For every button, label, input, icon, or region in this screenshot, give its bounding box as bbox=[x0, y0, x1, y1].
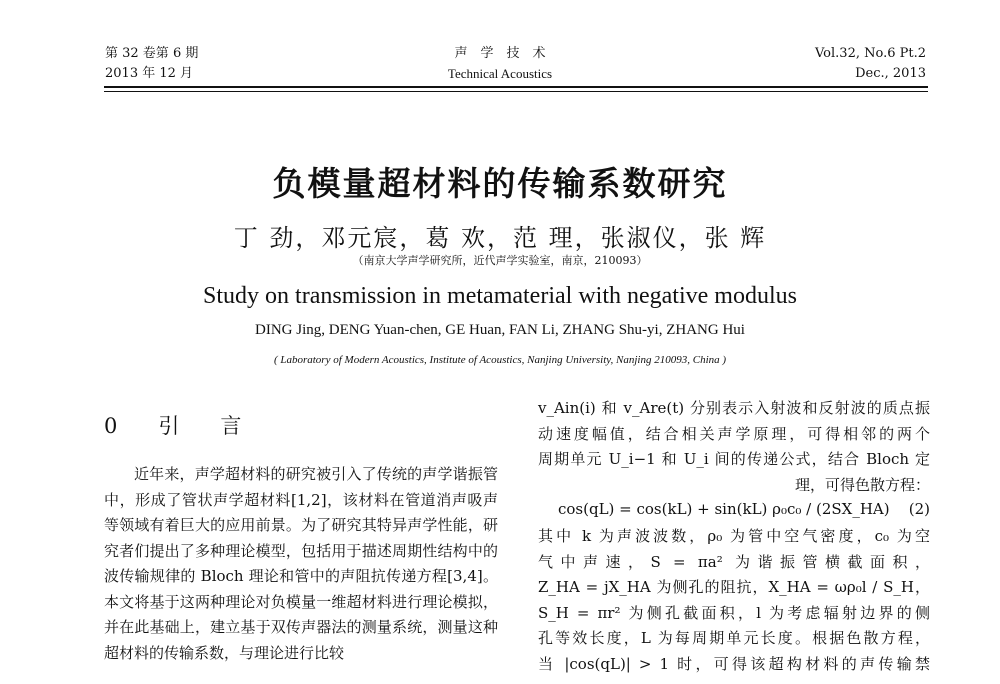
authors-en: DING Jing, DENG Yuan-chen, GE Huan, FAN Li, ZHANG Shu-yi, ZHANG Hui bbox=[255, 322, 745, 338]
journal-issue-date: Dec., 2013 bbox=[855, 66, 926, 81]
text-line: 周期单元 U_i−1 和 U_i 间的传递公式，结合 Bloch 定 bbox=[538, 450, 930, 468]
journal-name-en: Technical Acoustics bbox=[447, 66, 553, 81]
text-line: 其中 k 为声波波数，ρ₀ 为管中空气密度，c₀ 为空 bbox=[538, 527, 930, 545]
journal-volume: 第 32 卷第 6 期 bbox=[105, 46, 199, 61]
page-cutoff bbox=[0, 676, 1000, 684]
right-column bbox=[538, 396, 930, 498]
equation-number: (2) bbox=[908, 500, 930, 518]
text-line: Z_HA = jX_HA 为侧孔的阻抗，X_HA = ωρ₀l / S_H， bbox=[538, 578, 930, 596]
equation-2 bbox=[538, 500, 930, 518]
header-rule bbox=[104, 86, 928, 88]
text-line: 孔等效长度，L 为每周期单元长度。根据色散方程， bbox=[538, 629, 930, 647]
equation-body: cos(qL) = cos(kL) + sin(kL) ρ₀c₀ / (2SX_HA) bbox=[558, 500, 890, 518]
text-line: 气中声速，S = πa² 为谐振管横截面积， bbox=[538, 552, 930, 571]
paper-title-cn: 负模量超材料的传输系数研究 bbox=[272, 164, 728, 203]
text-line: v_Ain(i) 和 v_Are(t) 分别表示入射波和反射波的质点振 bbox=[538, 399, 930, 417]
text-line: 动速度幅值，结合相关声学原理，可得相邻的两个 bbox=[538, 424, 930, 443]
intro-paragraph: 近年来，声学超材料的研究被引入了传统的声学谐振管中，形成了管状声学超材料[1,2]，该材料在管道消声吸声等领域有着巨大的应用前景。为了研究其特异声学性能，研究者们提出了多种理论模型，包括用于描述周期性结构中的波传输规律的 Bloch 理论和管中的声阻抗传递方程[3,4]。本文将基于这两种理论对负模量一维超材料进行理论模拟，并在此基础上，建立基于双传声器法的测量系统，测量这种超材料的传输系数，与理论进行比较 bbox=[104, 465, 498, 662]
left-column bbox=[104, 462, 498, 666]
text-line: 理，可得色散方程： bbox=[794, 475, 930, 494]
right-column-continued bbox=[538, 524, 930, 677]
text-line: S_H = πr² 为侧孔截面积，l 为考虑辐射边界的侧 bbox=[538, 603, 930, 622]
header-rule-thin bbox=[104, 91, 928, 92]
journal-issue: Vol.32, No.6 Pt.2 bbox=[814, 46, 926, 61]
journal-name-cn: 声 学 技 术 bbox=[454, 46, 546, 61]
paper-title-en: Study on transmission in metamaterial with negative modulus bbox=[203, 283, 797, 309]
journal-issue-info bbox=[815, 44, 926, 84]
affiliation-cn: （南京大学声学研究所，近代声学实验室，南京，210093） bbox=[352, 254, 648, 267]
text-line: 当 |cos(qL)| > 1 时，可得该超构材料的声传输禁 bbox=[538, 654, 930, 673]
affiliation-en: ( Laboratory of Modern Acoustics, Institute of Acoustics, Nanjing University, Nanjing 210093, China ) bbox=[273, 354, 727, 366]
authors-cn: 丁 劲，邓元宸，葛 欢，范 理，张淑仪，张 辉 bbox=[233, 224, 767, 252]
journal-date: 2013 年 12 月 bbox=[105, 66, 194, 81]
section-heading: 0 引 言 bbox=[104, 414, 252, 438]
